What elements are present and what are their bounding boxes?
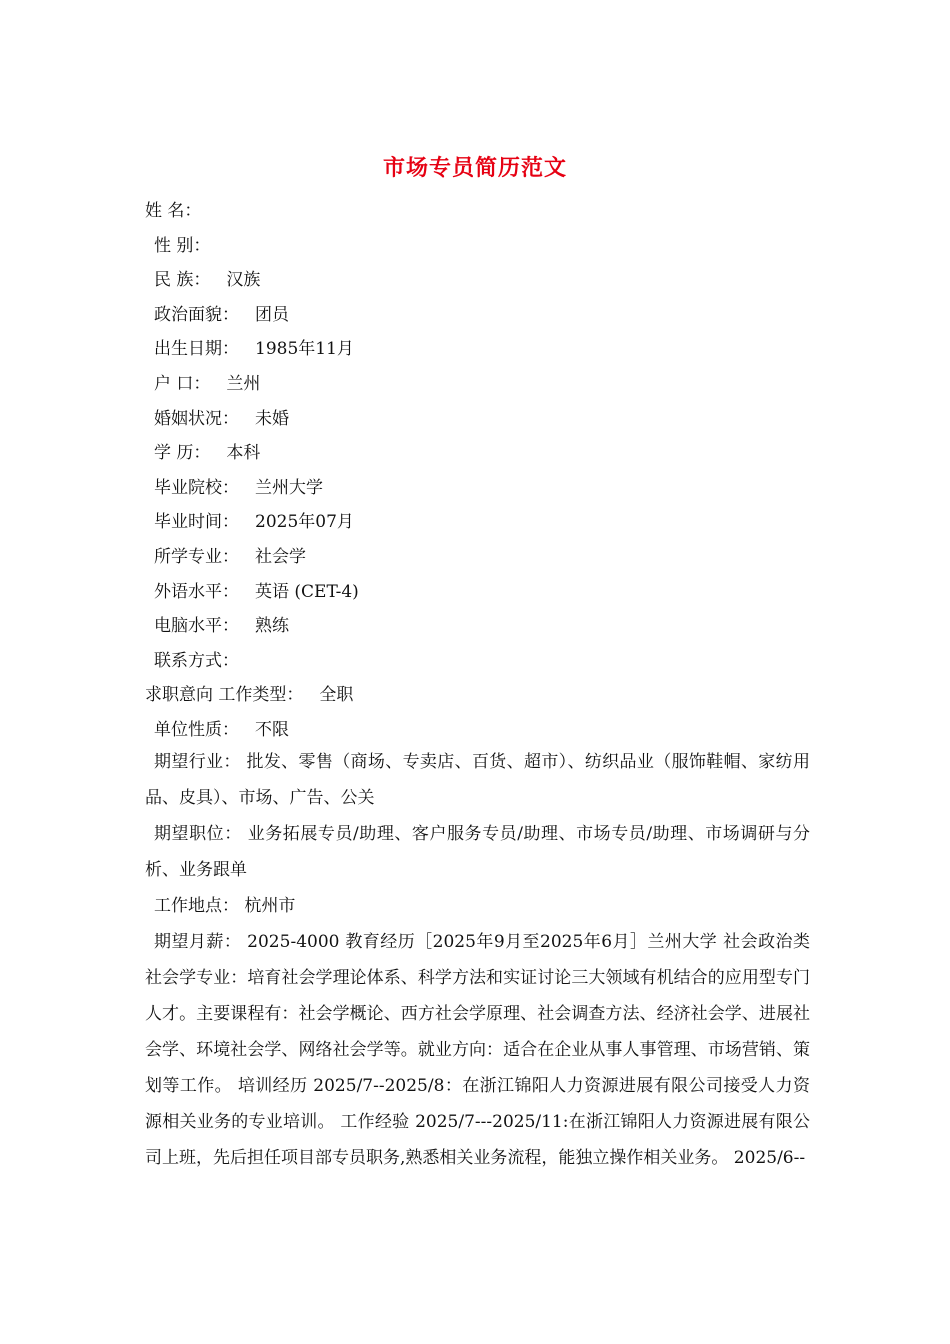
info-row bbox=[145, 471, 810, 506]
info-value: 兰州 bbox=[226, 373, 261, 394]
info-value: 1985年11月 bbox=[255, 339, 354, 360]
info-label: 毕业时间： bbox=[154, 512, 239, 533]
info-row bbox=[145, 644, 810, 679]
info-value: 英语 (CET-4) bbox=[255, 581, 359, 602]
info-value: 熟练 bbox=[255, 616, 289, 637]
info-label: 毕业院校： bbox=[154, 477, 239, 498]
info-row bbox=[145, 713, 810, 748]
info-row bbox=[145, 298, 810, 333]
resume-paragraph: 期望月薪： 2025-4000 教育经历［2025年9月至2025年6月］兰州大学 社会政治类 社会学专业：培育社会学理论体系、科学方法和实证讨论三大领域有机结合的应用型专门人才。主要课程有：社会学概论、西方社会学原理、社会调查方法、经济社会学、进展社会学、环境社会学、网络社会学等。就业方向：适合在企业从事人事管理、市场营销、策划等工作。 培训经历 2025/7--2025/8：在浙江锦阳人力资源进展有限公司接受人力资源相关业务的专业培训。 工作经验 2025/7---2025/11:在浙江锦阳人力资源进展有限公司上班，先后担任项目部专员职务,熟悉相关业务流程，能独立操作相关业务。 2025/6-- bbox=[145, 932, 810, 1168]
info-value: 团员 bbox=[255, 304, 289, 325]
basic-info-list bbox=[145, 194, 810, 748]
info-row bbox=[145, 229, 810, 264]
info-row bbox=[145, 436, 810, 471]
info-label: 姓 名： bbox=[145, 201, 202, 221]
info-row bbox=[145, 402, 810, 437]
resume-paragraph: 期望职位： 业务拓展专员/助理、客户服务专员/助理、市场专员/助理、市场调研与分析、业务跟单 bbox=[145, 824, 810, 880]
info-value: 未婚 bbox=[255, 408, 289, 429]
info-row bbox=[145, 263, 810, 298]
info-label: 户 口： bbox=[154, 373, 211, 394]
info-row bbox=[145, 332, 810, 367]
info-label: 婚姻状况： bbox=[154, 408, 239, 429]
info-label: 单位性质： bbox=[154, 719, 239, 740]
info-label: 外语水平： bbox=[154, 581, 239, 602]
info-label: 出生日期： bbox=[154, 339, 239, 360]
info-value: 社会学 bbox=[255, 546, 306, 567]
info-label: 联系方式： bbox=[154, 650, 239, 671]
info-label: 学 历： bbox=[154, 443, 211, 464]
info-label: 电脑水平： bbox=[154, 616, 239, 637]
document-title: 市场专员简历范文 bbox=[382, 155, 567, 181]
info-value: 不限 bbox=[255, 719, 289, 740]
resume-paragraph: 工作地点： 杭州市 bbox=[154, 896, 296, 916]
info-label: 求职意向 工作类型： bbox=[145, 685, 304, 706]
info-value: 本科 bbox=[226, 443, 261, 464]
info-row bbox=[145, 505, 810, 540]
info-value: 2025年07月 bbox=[255, 512, 354, 533]
info-label: 民 族： bbox=[154, 270, 211, 291]
info-value: 全职 bbox=[319, 685, 354, 706]
info-label: 性 别： bbox=[154, 235, 211, 256]
info-row bbox=[145, 609, 810, 644]
resume-paragraphs bbox=[145, 744, 810, 1176]
resume-paragraph: 期望行业： 批发、零售（商场、专卖店、百货、超市）、纺织品业（服饰鞋帽、家纺用品、皮具）、市场、广告、公关 bbox=[145, 752, 810, 808]
info-label: 所学专业： bbox=[154, 546, 239, 567]
info-row bbox=[145, 540, 810, 575]
info-label: 政治面貌： bbox=[154, 304, 239, 325]
info-row bbox=[145, 367, 810, 402]
info-row bbox=[145, 575, 810, 610]
info-value: 兰州大学 bbox=[255, 477, 323, 498]
info-value: 汉族 bbox=[226, 270, 261, 291]
info-row bbox=[145, 194, 810, 229]
info-row bbox=[145, 678, 810, 713]
